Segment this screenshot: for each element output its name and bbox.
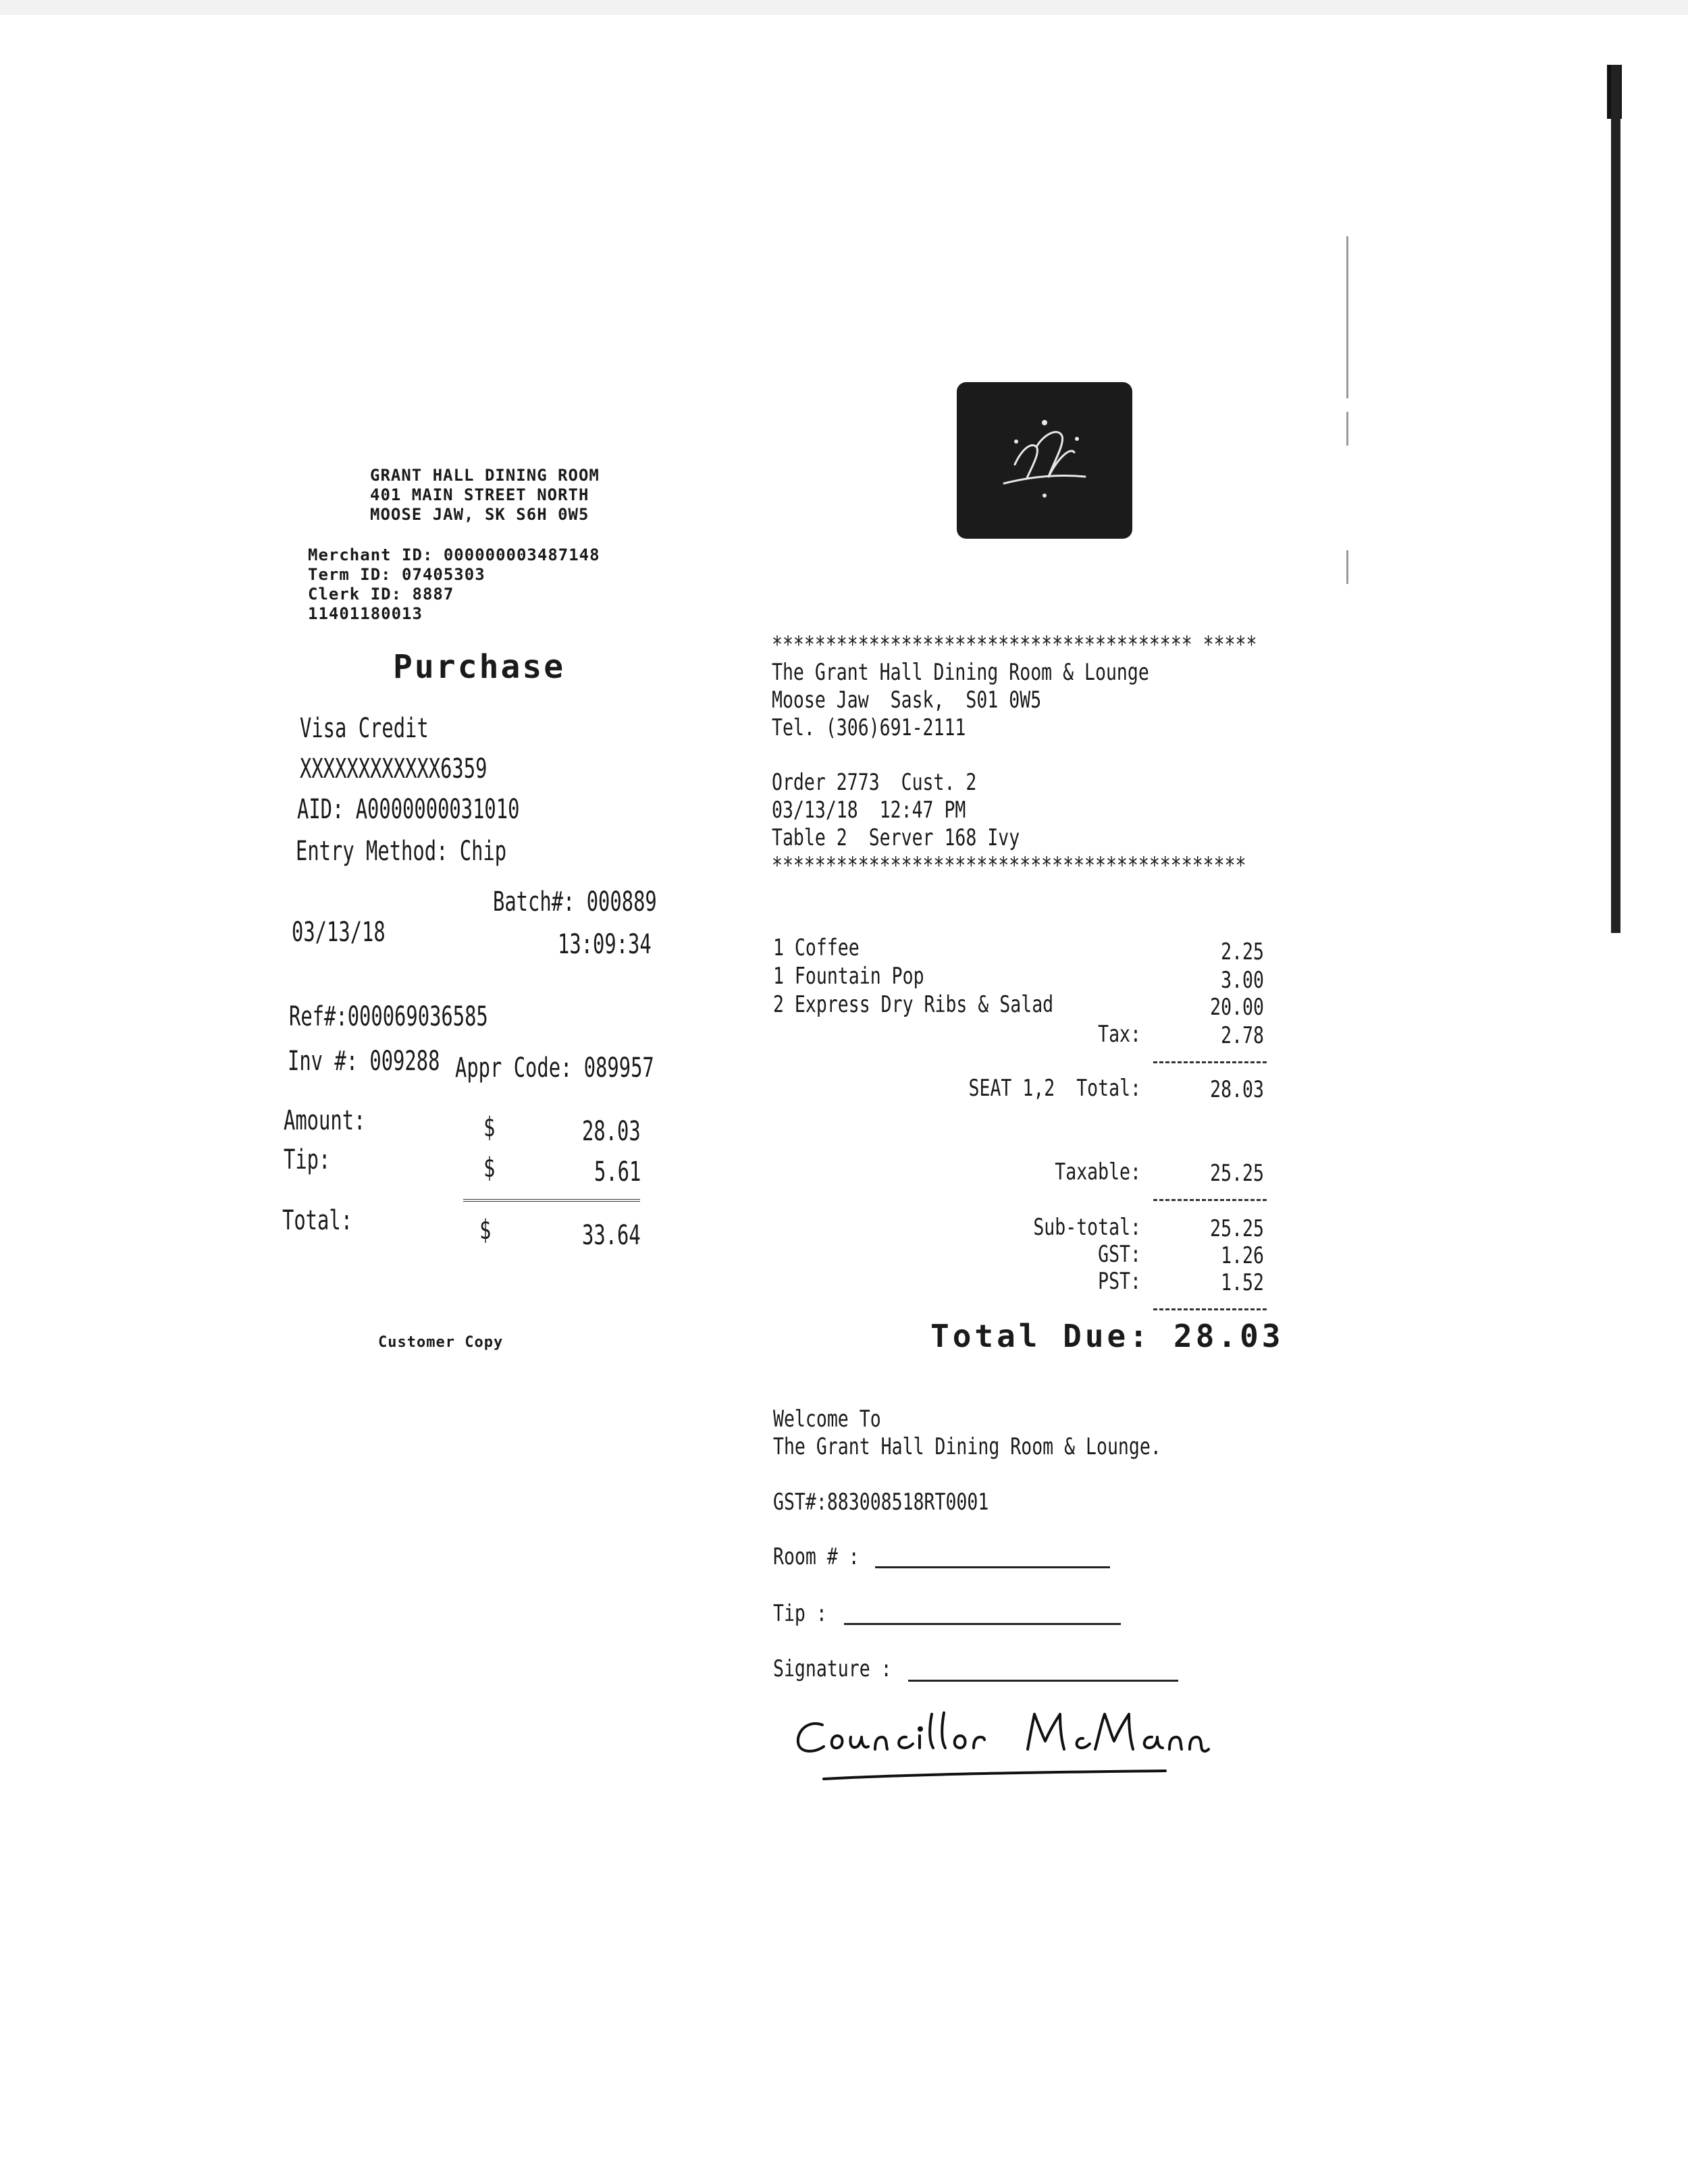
receipt-gst-number: GST#:883008518RT0001: [773, 1489, 989, 1516]
slip-total-value: 33.64: [582, 1220, 641, 1251]
scan-top-edge: [0, 0, 1688, 15]
receipt-signature-label: Signature :: [773, 1655, 892, 1682]
receipt-seat-total-value: 28.03: [1210, 1076, 1264, 1103]
slip-tip-value: 5.61: [594, 1156, 641, 1188]
receipt-gst-value: 1.26: [1221, 1242, 1264, 1269]
receipt-item-description: 2 Express Dry Ribs & Salad: [773, 991, 1054, 1018]
scan-faint-line: [1346, 236, 1348, 398]
receipt-taxable-value: 25.25: [1210, 1160, 1264, 1187]
receipt-tax-label: Tax:: [1098, 1021, 1141, 1048]
slip-term-id: Term ID: 07405303: [308, 565, 485, 584]
receipt-gst-label: GST:: [1098, 1241, 1141, 1268]
receipt-tip-label: Tip :: [773, 1600, 827, 1627]
slip-terminal-number: 11401180013: [308, 604, 423, 623]
signature-icon: [787, 1705, 1233, 1786]
slip-entry-method: Entry Method: Chip: [296, 836, 507, 867]
receipt-telephone: Tel. (306)691-2111: [772, 714, 966, 741]
tip-field: [844, 1623, 1121, 1625]
slip-merchant-id: Merchant ID: 000000003487148: [308, 545, 600, 564]
slip-ref-number: Ref#:000069036585: [289, 1001, 488, 1032]
receipt-item-description: 1 Coffee: [773, 934, 860, 961]
scan-faint-line: [1346, 550, 1348, 584]
slip-merchant-name: GRANT HALL DINING ROOM: [370, 466, 600, 485]
slip-total-label: Total:: [282, 1205, 353, 1236]
receipt-tax-value: 2.78: [1221, 1022, 1264, 1049]
monogram-logo-icon: [957, 382, 1132, 539]
receipt-stars-bottom: ********************************************: [772, 852, 1246, 879]
receipt-pst-value: 1.52: [1221, 1269, 1264, 1296]
slip-clerk-id: Clerk ID: 8887: [308, 585, 454, 604]
receipt-order-number: Order 2773 Cust. 2: [772, 769, 977, 796]
receipt-pst-label: PST:: [1098, 1268, 1141, 1295]
slip-total-currency: $: [479, 1215, 492, 1246]
scan-edge-bar: [1611, 65, 1620, 933]
receipt-item-price: 20.00: [1210, 994, 1264, 1021]
slip-copy-label: Customer Copy: [378, 1334, 504, 1351]
receipt-room-label: Room # :: [773, 1543, 860, 1570]
slip-approval-code: Appr Code: 089957: [455, 1053, 654, 1084]
slip-tip-currency: $: [483, 1152, 496, 1183]
room-number-field: [875, 1566, 1110, 1568]
slip-aid: AID: A0000000031010: [297, 794, 520, 825]
receipt-restaurant-name: The Grant Hall Dining Room & Lounge: [772, 659, 1149, 686]
receipt-city: Moose Jaw Sask, S01 0W5: [772, 687, 1042, 714]
slip-batch-number: Batch#: 000889: [493, 886, 657, 917]
receipt-divider: [1153, 1308, 1267, 1310]
receipt-total-due-label: Total Due:: [930, 1318, 1151, 1354]
receipt-stars-top: *************************************** *****: [772, 631, 1257, 658]
receipt-divider: [1153, 1061, 1267, 1063]
receipt-welcome-line-1: Welcome To: [773, 1406, 881, 1433]
slip-amount-label: Amount:: [284, 1105, 366, 1136]
receipt-datetime: 03/13/18 12:47 PM: [772, 797, 966, 824]
receipt-item-description: 1 Fountain Pop: [773, 963, 924, 990]
slip-card-number: XXXXXXXXXXXX6359: [300, 753, 487, 784]
slip-invoice-number: Inv #: 009288: [288, 1046, 440, 1077]
slip-date: 03/13/18: [292, 917, 386, 948]
receipt-divider: [1153, 1199, 1267, 1201]
receipt-welcome-line-2: The Grant Hall Dining Room & Lounge.: [773, 1433, 1161, 1460]
slip-total-rule: [463, 1199, 640, 1202]
slip-time: 13:09:34: [558, 929, 652, 960]
slip-amount-currency: $: [483, 1112, 496, 1143]
receipt-table-server: Table 2 Server 168 Ivy: [772, 824, 1020, 851]
receipt-taxable-label: Taxable:: [1055, 1158, 1141, 1186]
restaurant-logo: [957, 382, 1132, 539]
slip-amount-value: 28.03: [582, 1116, 641, 1147]
slip-tip-label: Tip:: [284, 1144, 331, 1175]
slip-merchant-city: MOOSE JAW, SK S6H 0W5: [370, 505, 589, 524]
receipt-item-price: 3.00: [1221, 967, 1264, 994]
signature-field: [908, 1680, 1178, 1682]
scan-faint-line: [1346, 412, 1348, 446]
slip-card-type: Visa Credit: [300, 713, 429, 744]
handwritten-signature: [787, 1705, 1233, 1786]
receipt-total-due-value: 28.03: [1173, 1318, 1284, 1354]
slip-merchant-address: 401 MAIN STREET NORTH: [370, 485, 589, 504]
receipt-item-price: 2.25: [1221, 938, 1264, 965]
slip-transaction-type: Purchase: [393, 648, 566, 686]
receipt-subtotal-label: Sub-total:: [1033, 1214, 1141, 1241]
receipt-seat-total-label: SEAT 1,2 Total:: [968, 1075, 1141, 1102]
receipt-subtotal-value: 25.25: [1210, 1215, 1264, 1242]
